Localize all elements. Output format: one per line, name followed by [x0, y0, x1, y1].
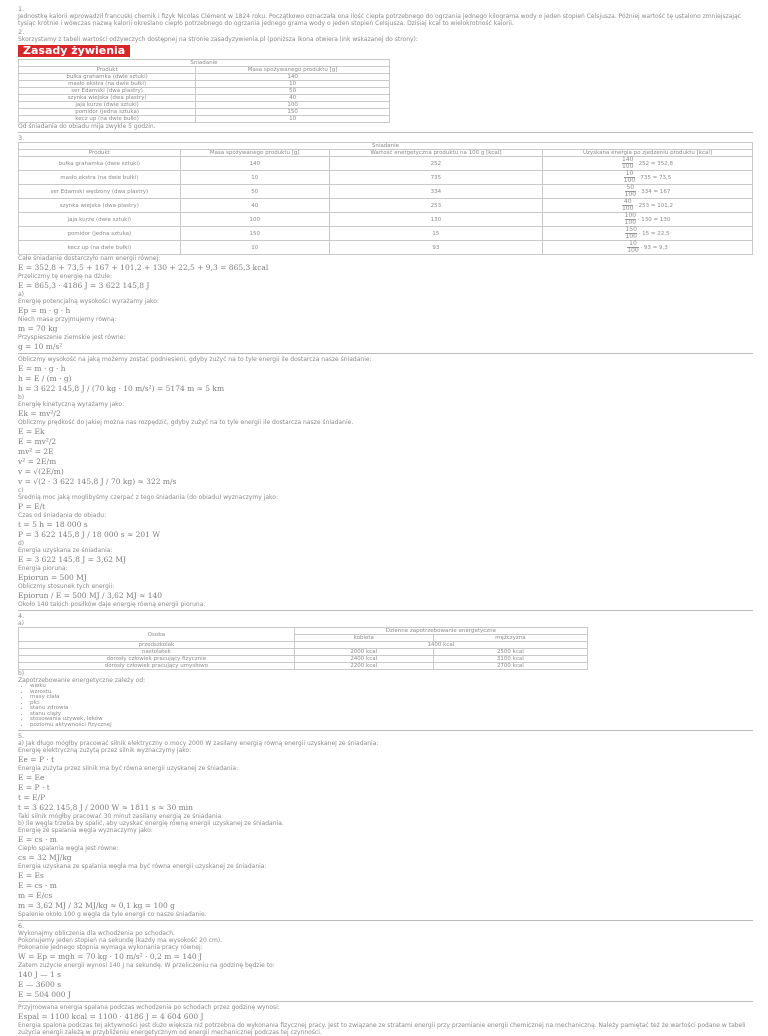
- equation: v = √(2E/m): [18, 467, 64, 476]
- table-row: [19, 95, 390, 102]
- table-caption: Śniadanie: [19, 60, 390, 67]
- denominator: 100: [624, 219, 637, 226]
- cell: 3100 kcal: [433, 656, 587, 663]
- text: Pokonanie jednego stopnia wymaga wykonania pracy równej:: [18, 944, 203, 951]
- text: Energia uzyskana ze spalania węgla ma być równa energii uzyskanej ze śniadania:: [18, 863, 267, 870]
- cell: 50: [180, 185, 329, 199]
- text: Całe śniadanie dostarczyło nam energii równej:: [18, 255, 161, 262]
- fraction: [625, 213, 636, 226]
- list-item: • stanu ciąży: [30, 712, 753, 718]
- cell: 10: [196, 81, 390, 88]
- equation: E = 865,3 · 4186 J = 3 622 145,8 J: [18, 281, 150, 290]
- text: Pokonujemy jeden stopień na sekundę (każdy ma wysokość 20 cm).: [18, 937, 223, 944]
- list-item: • poziomu aktywności fizycznej: [30, 723, 753, 729]
- cell: 2500 kcal: [433, 649, 587, 656]
- text: Niech masa przyjmujemy równą:: [18, 316, 117, 323]
- table-row: [19, 74, 390, 81]
- text: Obliczmy wysokość na jaką możemy zostać podniesieni, gdyby zużyć na to tyle energii ile dostarcza nasze śniadanie:: [18, 356, 372, 363]
- cell: 2400 kcal: [294, 656, 433, 663]
- equation: E = cs · m: [18, 835, 57, 844]
- factors-list: [18, 684, 753, 728]
- cell: ser Edamski wędzony (dwa plastry): [19, 185, 181, 199]
- cell: 2200 kcal: [294, 663, 433, 670]
- cell: ser Edamski (dwa plastry): [19, 88, 196, 95]
- denominator: 100: [627, 247, 639, 254]
- equation: t = 3 622 145,8 J / 2000 W ≈ 1811 s ≈ 30 min: [18, 803, 193, 812]
- equation: Ep = m · g · h: [18, 306, 71, 315]
- column-header-mass: Masa spożywanego produktu [g]: [180, 150, 329, 157]
- text: Ciepło spalania węgla jest równe:: [18, 845, 119, 852]
- equation: Epiorun = 500 MJ: [18, 573, 87, 582]
- table-row: [19, 649, 588, 656]
- equation: W = Ep = mgh = 70 kg · 10 m/s² · 0,2 m = 140 J: [18, 952, 203, 961]
- table-row: [19, 241, 753, 255]
- equation: Epiorun / E = 500 MJ / 3,62 MJ ≈ 140: [18, 591, 163, 600]
- breakfast-table-1: [18, 59, 390, 123]
- cell: 140: [196, 74, 390, 81]
- numerator: 10: [625, 170, 634, 177]
- text: Energię elektryczną zużytą przez silnik wyznaczymy jako:: [18, 747, 192, 754]
- zasady-zywienia-link-banner[interactable]: Zasady żywienia: [18, 45, 130, 57]
- text: Energia pioruna:: [18, 565, 68, 572]
- cell: 252: [329, 157, 542, 171]
- cell: 735: [329, 171, 542, 185]
- numerator: 40: [623, 198, 632, 205]
- cell: jaja kurze (dwie sztuki): [19, 213, 181, 227]
- column-header-product: Produkt: [19, 150, 181, 157]
- column-header-product: Produkt: [19, 67, 196, 74]
- table-row: [19, 185, 753, 199]
- table-row: [19, 116, 390, 123]
- equation: m = 3,62 MJ / 32 MJ/kg ≈ 0,1 kg = 100 g: [18, 901, 175, 910]
- text: Przeliczmy tę energię na dżule:: [18, 273, 113, 280]
- section-6-number: 6.: [18, 922, 25, 930]
- table-row: [19, 88, 390, 95]
- text: Przyjmowana energia spalana podczas wchodzenia po schodach przez godzinę wynosi:: [18, 1004, 280, 1011]
- cell: kecz up (na dwie bułki): [19, 116, 196, 123]
- cell: masło ekstra (na dwie bułki): [19, 81, 196, 88]
- equation: m = E/cs: [18, 891, 53, 900]
- cell: 334: [329, 185, 542, 199]
- text: Średnią moc jaką moglibyśmy czerpać z tego śniadania (do obiadu) wyznaczymy jako:: [18, 494, 278, 501]
- equation: E — 3600 s: [18, 980, 62, 989]
- equation: 140 J — 1 s: [18, 970, 61, 979]
- subsection-label: a): [18, 620, 25, 627]
- result: · 253 = 101,2: [635, 203, 674, 209]
- equation: E = 352,8 + 73,5 + 167 + 101,2 + 130 + 22,5 + 9,3 = 865,3 kcal: [18, 263, 269, 272]
- equation: t = E/P: [18, 793, 46, 802]
- cell: dorosły człowiek pracujący fizycznie: [19, 656, 295, 663]
- equation: E = cs · m: [18, 881, 57, 890]
- equation: E = Ek: [18, 427, 45, 436]
- cell: 93: [329, 241, 542, 255]
- result: · 252 = 352,8: [635, 161, 674, 167]
- result: · 15 = 22,5: [638, 231, 670, 237]
- table-caption: Dzienne zapotrzebowanie energetyczne: [294, 628, 587, 635]
- cell-energy-obtained: [543, 185, 753, 199]
- text: b) Ile węgla trzeba by spalić, aby uzyskać energię równą energii uzyskanej ze śniadania.: [18, 820, 284, 827]
- table-row: [19, 656, 588, 663]
- equation: E = 504 000 J: [18, 990, 71, 999]
- section-2-text: Skorzystamy z tabeli wartości odżywczych dostępnej na stronie zasadyzywienia.pl (poniższa ikona otwiera link wskazanej do strony):: [18, 36, 418, 43]
- divider: [18, 610, 753, 611]
- cell: szynka wiejska (dwa plastry): [19, 95, 196, 102]
- denominator: 100: [625, 233, 637, 240]
- text: Obliczmy stosunek tych energii:: [18, 583, 115, 590]
- list-item: • płci: [30, 701, 753, 707]
- subsection-label: d): [18, 540, 25, 547]
- denominator: 100: [623, 177, 636, 184]
- denominator: 100: [621, 163, 634, 170]
- equation: Ek = mv²/2: [18, 409, 61, 418]
- text: Energię potencjalną wysokości wyrażamy jako:: [18, 298, 159, 305]
- section-4-number: 4.: [18, 612, 25, 620]
- cell: 40: [180, 199, 329, 213]
- text: Czas od śniadania do obiadu:: [18, 512, 107, 519]
- cell: 2000 kcal: [294, 649, 433, 656]
- list-item: • stanu zdrowia: [30, 706, 753, 712]
- equation: E = mv²/2: [18, 437, 57, 446]
- cell: dorosły człowiek pracujący umysłowo: [19, 663, 295, 670]
- text: Spalenie około 100 g węgla da tyle energii co nasze śniadanie.: [18, 911, 207, 918]
- equation: v² = 2E/m: [18, 457, 57, 466]
- table-row: [19, 109, 390, 116]
- list-item: • stosowania używek, leków: [30, 717, 753, 723]
- table-row: [19, 157, 753, 171]
- divider: [18, 353, 753, 354]
- fraction: [625, 185, 636, 198]
- cell: jaja kurze (dwie sztuki): [19, 102, 196, 109]
- result: · 334 = 167: [637, 189, 671, 195]
- table-row: [19, 199, 753, 213]
- table-row: [19, 102, 390, 109]
- document-page: [18, 4, 753, 1036]
- result: · 130 = 130: [637, 217, 671, 223]
- section-2-number: 2.: [18, 28, 25, 36]
- equation: P = E/t: [18, 502, 46, 511]
- cell: 100: [180, 213, 329, 227]
- cell: bułka grahamka (dwie sztuki): [19, 157, 181, 171]
- fraction: [624, 171, 635, 184]
- cell: 253: [329, 199, 542, 213]
- cell: 2700 kcal: [433, 663, 587, 670]
- cell: bułka grahamka (dwie sztuki): [19, 74, 196, 81]
- table-caption: Śniadanie: [19, 143, 753, 150]
- cell-energy-obtained: [543, 227, 753, 241]
- column-header-mass: Masa spożywanego produktu [g]: [196, 67, 390, 74]
- numerator: 50: [626, 184, 635, 191]
- equation: h = 3 622 145,8 J / (70 kg · 10 m/s²) = 5174 m ≈ 5 km: [18, 384, 225, 393]
- section-3-number: 3.: [18, 134, 25, 142]
- equation: t = 5 h = 18 000 s: [18, 520, 88, 529]
- fraction: [625, 227, 636, 240]
- text: Około 140 takich posiłków daje energię równą energii pioruna.: [18, 601, 206, 608]
- column-header-energy-value: Wartość energetyczna produktu na 100 g [kcal]: [329, 150, 542, 157]
- breakfast-table-2: [18, 142, 753, 255]
- text: Energia spalona podczas tej aktywności jest dużo większa niż potrzebna do wykonania fizycznej pracy. Jest to związane ze stratami energii przy przemianie energii chemicznej na mechaniczną. Należy pamiętać też że wartości podane w tabeli zużycia energii zależą w przybliżeniu energetycznym od energii mechanicznej podczas tej czynności.: [18, 1022, 746, 1036]
- table-row: [19, 213, 753, 227]
- cell-energy-obtained: [543, 199, 753, 213]
- equation: Ee = P · t: [18, 755, 55, 764]
- numerator: 150: [625, 226, 637, 233]
- energy-demand-table: [18, 627, 588, 670]
- cell: masło ekstra (na dwie bułki): [19, 171, 181, 185]
- subsection-label: b): [18, 394, 25, 401]
- text: Zapotrzebowanie energetyczne zależy od:: [18, 677, 146, 684]
- cell: pomidor (jedna sztuka): [19, 227, 181, 241]
- cell: nastolatek: [19, 649, 295, 656]
- equation: E = m · g · h: [18, 364, 66, 373]
- result: · 93 = 9,3: [640, 245, 668, 251]
- result: · 735 = 73,5: [636, 175, 672, 181]
- text: Energia uzyskana ze śniadania:: [18, 547, 113, 554]
- cell: 15: [329, 227, 542, 241]
- text: Taki silnik mógłby pracować 30 minut zasilany energią ze śniadania.: [18, 813, 224, 820]
- list-item: • wzrostu: [30, 690, 753, 696]
- section-1-text: Jednostkę kalorii wprowadził francuski chemik i fizyk Nicolas Clément w 1824 roku. Początkowo oznaczała ona ilość ciepła potrzebnego do ogrzania jednego kilograma wody o jeden stopień Celsjusza. Później wartość tę ustalono zmniejszając tysiąc krotnie i wówczas nazwą kalorii określano ciepło potrzebnego do ogrzania jednego grama wody o jeden stopień Celsjusza. Dzisiaj kcal to wielokrotność kalorii.: [18, 13, 742, 27]
- subsection-label: b): [18, 670, 25, 677]
- divider: [18, 1001, 753, 1002]
- cell: 150: [196, 109, 390, 116]
- cell: 10: [180, 241, 329, 255]
- numerator: 140: [621, 156, 634, 163]
- equation: mv² = 2E: [18, 447, 54, 456]
- cell-energy-obtained: [543, 213, 753, 227]
- cell: przedszkolak: [19, 642, 295, 649]
- text: Obliczmy prędkość do jakiej można nas rozpędzić, gdyby zużyć na to tyle energii ile dostarcza nasze śniadanie.: [18, 419, 354, 426]
- table-row: [19, 171, 753, 185]
- text: Zatem zużycie energii wynosi 140 J na sekundę. W przeliczeniu na godzinę będzie to:: [18, 962, 275, 969]
- list-item: • wieku: [30, 684, 753, 690]
- equation: h = E / (m · g): [18, 374, 72, 383]
- column-header-person: Osoba: [19, 628, 295, 642]
- cell: pomidor (jedna sztuka): [19, 109, 196, 116]
- cell: kecz up (na dwie bułki): [19, 241, 181, 255]
- text: Przyspieszenie ziemskie jest równe:: [18, 334, 126, 341]
- section-5-number: 5.: [18, 732, 25, 740]
- equation: Espal = 1100 kcal = 1100 · 4186 J = 4 604 600 J: [18, 1012, 204, 1021]
- equation: v = √(2 · 3 622 145,8 J / 70 kg) ≈ 322 m/s: [18, 477, 177, 486]
- text: a) Jak długo mógłby pracować silnik elektryczny o mocy 2000 W zasilany energią równą energii uzyskanej ze śniadania:: [18, 740, 379, 747]
- equation: E = Es: [18, 871, 44, 880]
- cell: 100: [196, 102, 390, 109]
- cell-energy-obtained: [543, 171, 753, 185]
- cell: 130: [329, 213, 542, 227]
- equation: E = 3 622 145,8 J = 3,62 MJ: [18, 555, 127, 564]
- fraction: [627, 241, 638, 254]
- equation: P = 3 622 145,8 J / 18 000 s ≈ 201 W: [18, 530, 161, 539]
- fraction: [622, 199, 633, 212]
- table-row: [19, 642, 588, 649]
- numerator: 100: [624, 212, 637, 219]
- column-header-energy-obtained: Uzyskana energia po zjedzeniu produktu [kcal]: [543, 150, 753, 157]
- section-1-number: 1.: [18, 5, 25, 13]
- cell: szynka wiejska (dwa plastry): [19, 199, 181, 213]
- cell: 40: [196, 95, 390, 102]
- cell-energy-obtained: [543, 157, 753, 171]
- column-header-male: mężczyzna: [433, 635, 587, 642]
- divider: [18, 920, 753, 921]
- list-item: • masy ciała: [30, 695, 753, 701]
- equation: E = P · t: [18, 783, 50, 792]
- denominator: 100: [624, 191, 637, 198]
- equation: m = 70 kg: [18, 324, 58, 333]
- cell: 150: [180, 227, 329, 241]
- cell-energy-obtained: [543, 241, 753, 255]
- text: Energia zużyta przez silnik ma być równa energii uzyskanej ze śniadania:: [18, 765, 239, 772]
- cell: 50: [196, 88, 390, 95]
- table-row: [19, 81, 390, 88]
- equation: E = Ee: [18, 773, 45, 782]
- section-2-note: Od śniadania do obiadu mija zwykle 5 godzin.: [18, 123, 156, 130]
- column-header-female: kobieta: [294, 635, 433, 642]
- denominator: 100: [621, 205, 634, 212]
- text: Energię kinetyczną wyrażamy jako:: [18, 401, 125, 408]
- cell: 10: [180, 171, 329, 185]
- fraction: [622, 157, 633, 170]
- subsection-label: c): [18, 487, 24, 494]
- cell: 10: [196, 116, 390, 123]
- divider: [18, 132, 753, 133]
- text: Energię ze spalania węgla wyznaczymy jako:: [18, 827, 153, 834]
- numerator: 10: [629, 240, 637, 247]
- cell: 1400 kcal: [294, 642, 587, 649]
- subsection-label: a): [18, 291, 25, 298]
- text: Wykonajmy obliczenia dla wchodzenia po schodach.: [18, 930, 175, 937]
- divider: [18, 730, 753, 731]
- cell: 140: [180, 157, 329, 171]
- equation: cs = 32 MJ/kg: [18, 853, 72, 862]
- table-row: [19, 663, 588, 670]
- equation: g = 10 m/s²: [18, 342, 63, 351]
- table-row: [19, 227, 753, 241]
